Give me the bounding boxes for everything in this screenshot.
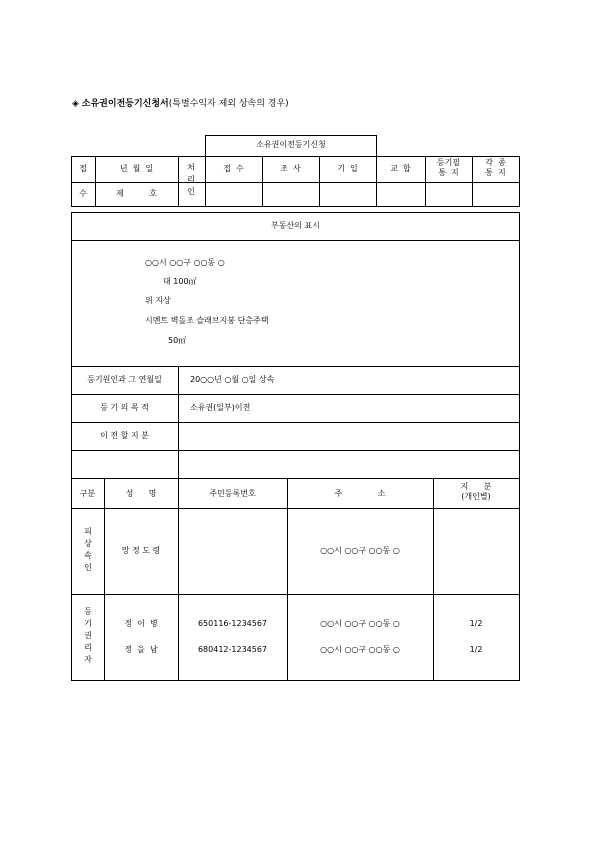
decedent-address: ○○시 ○○구 ○○동 ○ xyxy=(320,546,400,555)
table-line xyxy=(519,212,520,681)
reception-date: 년 월 일 xyxy=(119,164,154,173)
purpose-value: 소유권(일부)이전 xyxy=(190,403,251,412)
decedent-char: 인 xyxy=(84,563,92,572)
header-category: 구분 xyxy=(79,489,96,498)
table-line xyxy=(71,478,520,479)
column-entry: 기 입 xyxy=(337,164,358,173)
column-inspection: 조 사 xyxy=(280,164,301,173)
cause-value: 20○○년 ○월 ○일 상속 xyxy=(190,375,275,384)
holder-id: 650116-1234567 xyxy=(197,619,268,628)
decedent-char: 속 xyxy=(84,551,92,560)
application-label: 소유권이전등기신청 xyxy=(256,140,326,149)
decedent-char: 피 xyxy=(84,527,92,536)
holders-char: 권 xyxy=(84,631,92,640)
table-line xyxy=(71,366,520,367)
holder-share: 1/2 xyxy=(469,619,483,628)
table-line xyxy=(519,156,520,207)
decedent-char: 상 xyxy=(84,539,92,548)
table-line xyxy=(71,394,520,395)
holder-name: 정 을 남 xyxy=(124,645,158,654)
decedent-label xyxy=(78,526,98,574)
share-label: 이 전 할 지 분 xyxy=(100,431,149,440)
document-title-main: 소유권이전등기신청서 xyxy=(81,99,169,109)
property-address: ○○시 ○○구 ○○동 ○ xyxy=(145,258,225,267)
cause-label: 등기원인과 그 연월일 xyxy=(87,375,162,384)
column-completion-notice: 등기필 통 지 xyxy=(436,158,461,177)
property-area: 50㎡ xyxy=(168,336,187,345)
holders-char: 기 xyxy=(84,619,92,628)
document-title xyxy=(72,98,289,110)
property-on-site: 위 지상 xyxy=(145,296,171,305)
table-line xyxy=(71,212,520,213)
table-line xyxy=(71,508,520,509)
holders-char: 등 xyxy=(84,607,92,616)
holder-id: 680412-1234567 xyxy=(197,645,268,654)
processor-char: 처 xyxy=(187,163,195,172)
table-line xyxy=(71,206,520,207)
holder-share: 1/2 xyxy=(469,645,483,654)
table-line xyxy=(71,156,520,157)
property-land: 대 100㎡ xyxy=(163,277,197,286)
processor-char: 인 xyxy=(187,187,195,196)
property-header: 부동산의 표시 xyxy=(271,221,320,230)
table-line xyxy=(71,680,520,681)
processor-char: 리 xyxy=(187,175,195,184)
reception-number: 제 호 xyxy=(116,189,157,198)
table-line xyxy=(71,212,72,681)
table-line xyxy=(205,135,377,136)
document-title-sub: (특별수익자 제외 상속의 경우) xyxy=(168,99,289,109)
table-line xyxy=(71,240,520,241)
reception-label: 수 xyxy=(79,189,87,198)
holder-name: 정 이 병 xyxy=(124,619,158,628)
purpose-label: 등 기 의 목 적 xyxy=(100,403,149,412)
table-line xyxy=(71,422,520,423)
holder-address: ○○시 ○○구 ○○동 ○ xyxy=(320,619,400,628)
column-reception: 접 수 xyxy=(223,164,244,173)
holders-label xyxy=(78,606,98,666)
column-various-notice: 각 종 통 지 xyxy=(485,158,506,177)
holders-char: 자 xyxy=(84,655,92,664)
table-line xyxy=(71,182,520,183)
header-share: 지 분 (개인별) xyxy=(460,482,492,501)
table-line xyxy=(71,450,520,451)
header-id-number: 주민등록번호 xyxy=(209,489,256,498)
diamond-icon: ◈ xyxy=(72,99,79,109)
header-name: 성 명 xyxy=(125,489,157,498)
reception-label: 접 xyxy=(79,164,87,173)
property-structure: 시멘트 벽돌조 슬래브지붕 단층주택 xyxy=(145,316,269,325)
column-collation: 교 합 xyxy=(390,164,411,173)
table-line xyxy=(71,594,520,595)
header-address: 주 소 xyxy=(334,489,386,498)
decedent-name: 망 정 도 령 xyxy=(121,546,161,555)
processor-label xyxy=(181,162,201,198)
table-line xyxy=(178,156,179,207)
table-line xyxy=(178,366,179,681)
holder-address: ○○시 ○○구 ○○동 ○ xyxy=(320,645,400,654)
holders-char: 리 xyxy=(84,643,92,652)
